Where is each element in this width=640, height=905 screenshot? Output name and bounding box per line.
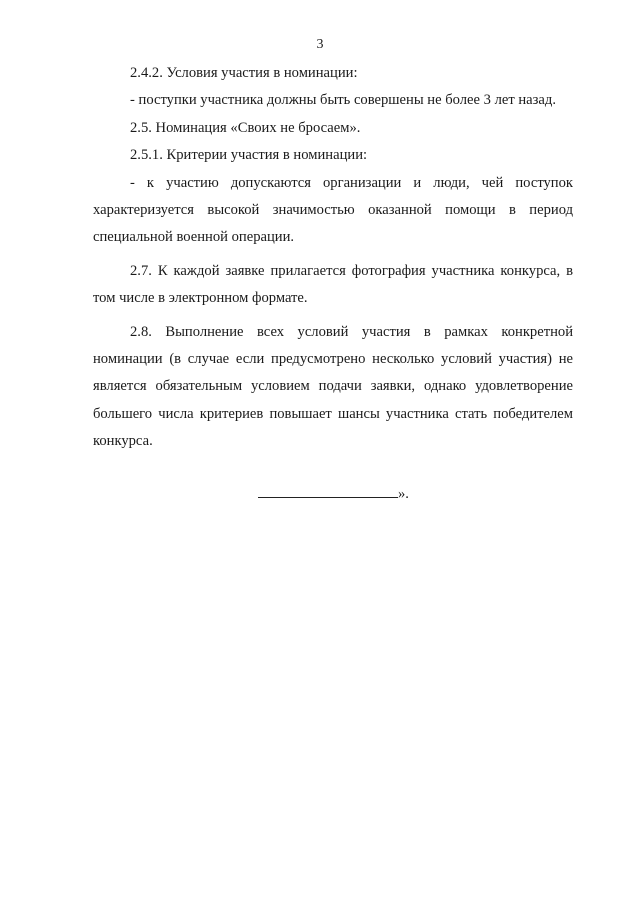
- paragraph-2-7: 2.7. К каждой заявке прилагается фотография участника конкурса, в том числе в электронном формате.: [93, 262, 573, 307]
- closing-line: [258, 484, 409, 504]
- paragraph-2-4-2-item: - поступки участника должны быть совершены не более 3 лет назад.: [130, 92, 556, 109]
- blank-underline: [258, 485, 398, 498]
- paragraph-2-5: 2.5. Номинация «Своих не бросаем».: [130, 119, 361, 136]
- document-body: [93, 60, 573, 456]
- closing-quote: ».: [398, 486, 409, 502]
- paragraph-2-5-1-item: - к участию допускаются организации и люди, чей поступок характеризуется высокой значимостью оказанной помощи в период специальной военной операции.: [93, 174, 573, 246]
- paragraph-2-5-1: 2.5.1. Критерии участия в номинации:: [130, 147, 368, 164]
- paragraph-2-8: 2.8. Выполнение всех условий участия в рамках конкретной номинации (в случае если предусмотрено несколько условий участия) не является обязательным условием подачи заявки, однако удовлетворение большего числа критериев повышает шансы участника стать победителем конкурса.: [93, 323, 573, 450]
- paragraph-2-4-2: 2.4.2. Условия участия в номинации:: [130, 65, 358, 81]
- page-number: 3: [316, 37, 324, 52]
